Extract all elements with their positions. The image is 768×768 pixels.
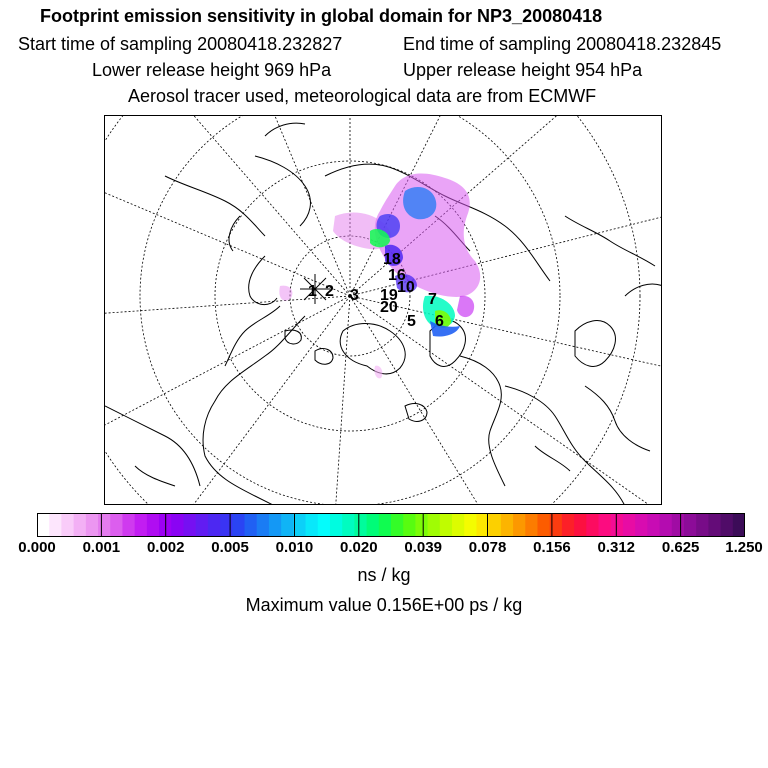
colorbar-cell: [672, 513, 685, 537]
colorbar-svg: [37, 513, 745, 537]
colorbar-cell: [61, 513, 74, 537]
colorbar-cell: [660, 513, 673, 537]
latitude-circles: [105, 116, 640, 505]
colorbar-cell: [110, 513, 123, 537]
point-label: 1: [308, 283, 317, 300]
colorbar-cell: [513, 513, 526, 537]
colorbar-tick-label: 0.039: [404, 539, 442, 556]
colorbar-cell: [391, 513, 404, 537]
colorbar-tick-label: 0.625: [661, 539, 700, 556]
sensitivity-field: [279, 173, 480, 378]
colorbar-cell: [49, 513, 62, 537]
colorbar-tick-label: 0.001: [82, 539, 121, 556]
colorbar-cell: [86, 513, 99, 537]
start-time-label: Start time of sampling 20080418.232827: [18, 34, 343, 54]
colorbar-cell: [721, 513, 734, 537]
max-value-label: Maximum value 0.156E+00 ps / kg: [245, 595, 523, 615]
colorbar-cell: [257, 513, 270, 537]
colorbar-cell: [684, 513, 697, 537]
colorbar-cell: [147, 513, 160, 537]
colorbar-cell: [293, 513, 306, 537]
point-label: 16: [388, 267, 406, 284]
colorbar: [37, 513, 745, 537]
colorbar-cell: [562, 513, 575, 537]
colorbar-tick-label: 0.005: [211, 539, 249, 556]
colorbar-cell: [501, 513, 514, 537]
plot-title: Footprint emission sensitivity in global domain for NP3_20080418: [40, 6, 603, 26]
colorbar-cell: [489, 513, 502, 537]
colorbar-cell: [452, 513, 465, 537]
point-label: 10: [397, 279, 415, 296]
colorbar-cell: [183, 513, 196, 537]
unit-label: ns / kg: [357, 565, 411, 585]
point-label: 3: [350, 287, 359, 304]
colorbar-cell: [733, 513, 745, 537]
colorbar-cell: [574, 513, 587, 537]
colorbar-tick-label: 0.312: [597, 539, 636, 556]
colorbar-tick-label: 0.020: [340, 539, 378, 556]
colorbar-cell: [220, 513, 233, 537]
colorbar-cell: [135, 513, 148, 537]
colorbar-cell: [415, 513, 428, 537]
point-label: 5: [407, 313, 416, 330]
colorbar-cell: [537, 513, 550, 537]
colorbar-cell: [379, 513, 392, 537]
colorbar-cell: [196, 513, 209, 537]
colorbar-cell: [318, 513, 331, 537]
colorbar-cell: [122, 513, 135, 537]
colorbar-cell: [269, 513, 282, 537]
colorbar-cell: [208, 513, 221, 537]
colorbar-tick-label: 0.002: [146, 539, 185, 556]
point-label: 7: [428, 291, 437, 308]
colorbar-cell: [98, 513, 111, 537]
colorbar-cell: [37, 513, 50, 537]
colorbar-cell: [464, 513, 477, 537]
tracer-info-label: Aerosol tracer used, meteorological data are from ECMWF: [128, 86, 597, 106]
colorbar-cell: [403, 513, 416, 537]
point-label: 20: [380, 299, 398, 316]
colorbar-cell: [623, 513, 636, 537]
colorbar-cell: [232, 513, 245, 537]
colorbar-cell: [367, 513, 380, 537]
colorbar-cell: [647, 513, 660, 537]
colorbar-cell: [525, 513, 538, 537]
point-label: 18: [383, 251, 401, 268]
colorbar-cells: [37, 513, 745, 537]
colorbar-cell: [330, 513, 343, 537]
point-label: 19: [380, 287, 398, 304]
colorbar-cell: [635, 513, 648, 537]
colorbar-cell: [245, 513, 258, 537]
colorbar-cell: [428, 513, 441, 537]
colorbar-cell: [342, 513, 355, 537]
colorbar-cell: [281, 513, 294, 537]
colorbar-tick-label: 0.000: [18, 539, 56, 556]
colorbar-cell: [440, 513, 453, 537]
colorbar-tick-label: 0.010: [275, 539, 314, 556]
point-label: 6: [435, 313, 444, 330]
colorbar-cell: [599, 513, 612, 537]
point-label: 2: [325, 283, 334, 300]
colorbar-cell: [74, 513, 87, 537]
colorbar-cell: [586, 513, 599, 537]
upper-release-label: Upper release height 954 hPa: [403, 60, 643, 80]
map-panel: [104, 115, 662, 505]
colorbar-cell: [708, 513, 721, 537]
colorbar-cell: [171, 513, 184, 537]
colorbar-cell: [611, 513, 624, 537]
end-time-label: End time of sampling 20080418.232845: [403, 34, 722, 54]
colorbar-cell: [306, 513, 319, 537]
polar-map: [105, 116, 662, 505]
lower-release-label: Lower release height 969 hPa: [92, 60, 332, 80]
colorbar-cell: [696, 513, 709, 537]
colorbar-tick-label: 0.156: [533, 539, 571, 556]
colorbar-cell: [354, 513, 367, 537]
colorbar-tick-label: 1.250: [725, 539, 763, 556]
colorbar-tick-label: 0.078: [468, 539, 507, 556]
